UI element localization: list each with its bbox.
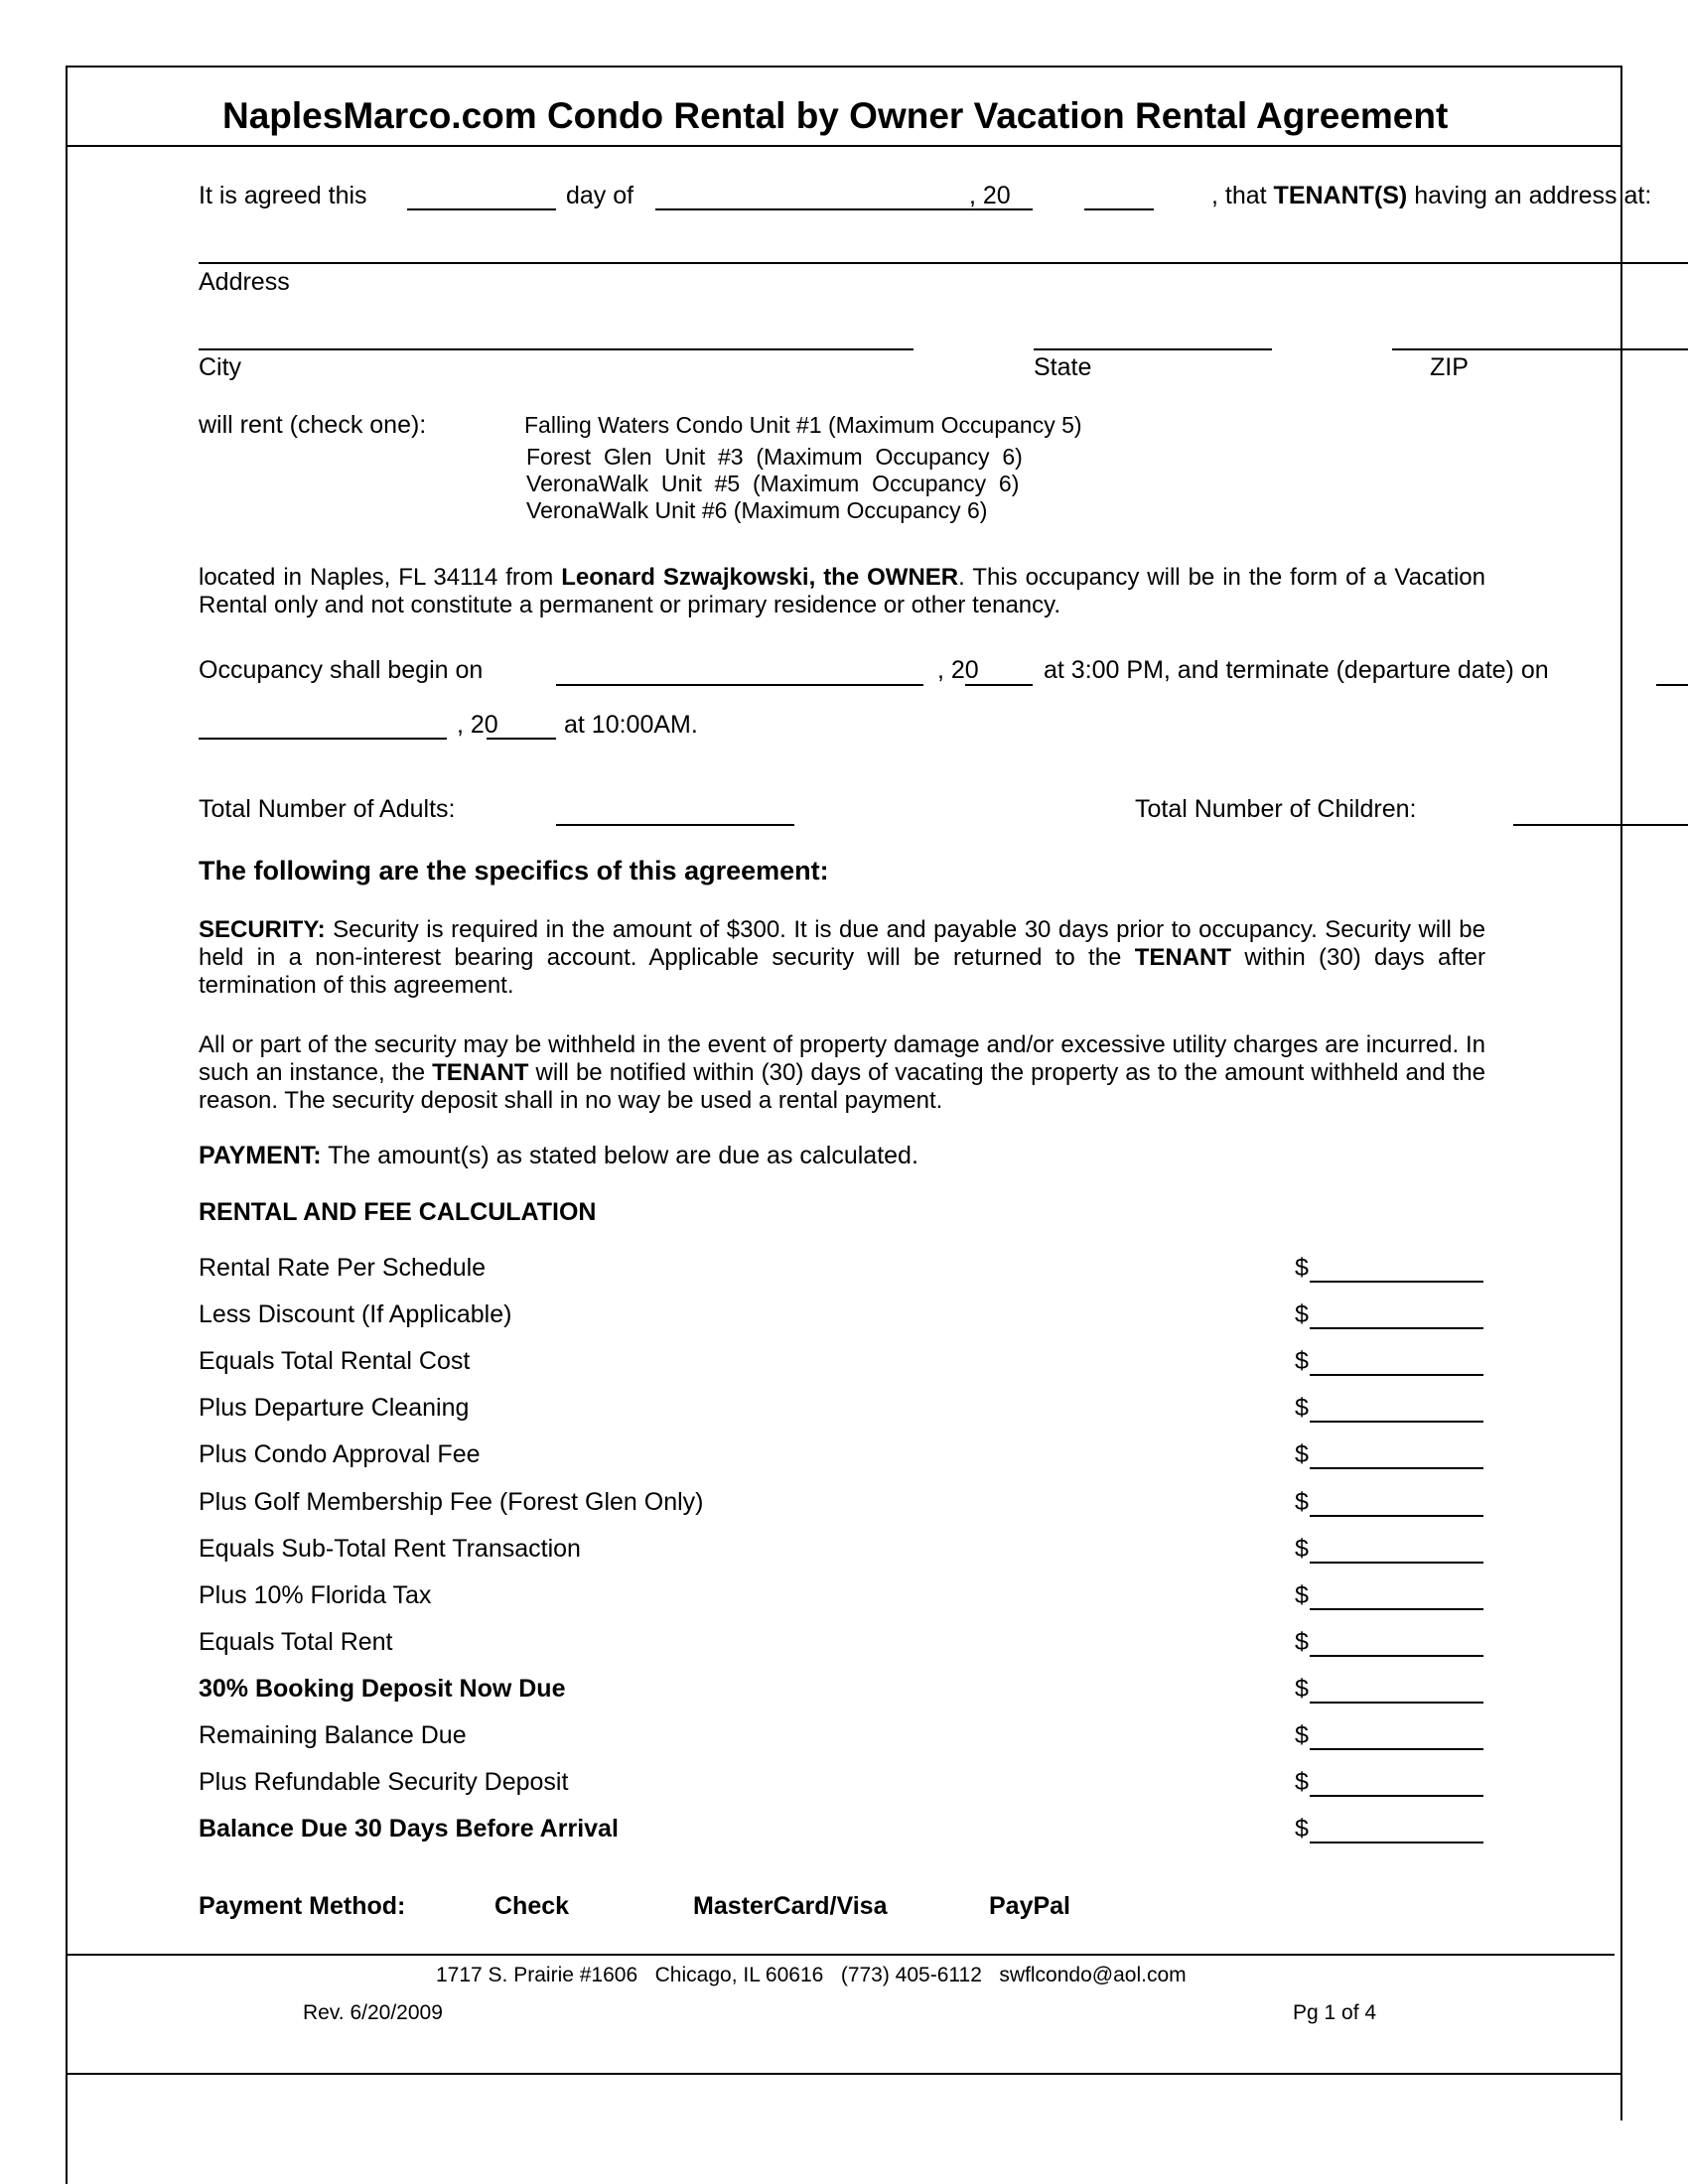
departure-year-prefix: , 20 [457,711,498,739]
fee-amount-field[interactable] [1310,1327,1483,1329]
day-of-label: day of [566,182,634,209]
fee-label: Equals Total Rent [199,1628,393,1656]
located-paragraph: located in Naples, FL 34114 from Leonard Szwajkowski, the OWNER. This occupancy will be in the form of a Vacation Rental only and not constitute a permanent or primary residence or other tenancy. [199,564,1485,618]
agreed-day-field[interactable] [407,208,556,210]
fee-currency-symbol: $ [1295,1815,1309,1843]
footer-page-number: Pg 1 of 4 [1293,2001,1377,2024]
fee-amount-field[interactable] [1310,1515,1483,1517]
departure-time-label: at 10:00AM. [564,711,698,739]
fee-currency-symbol: $ [1295,1768,1309,1796]
zip-label: ZIP [1430,353,1469,381]
payment-option-check[interactable]: Check [494,1892,570,1920]
fee-currency-symbol: $ [1295,1347,1309,1375]
adults-label: Total Number of Adults: [199,795,456,823]
address-label: Address [199,268,290,296]
unit-option-veronawalk-6[interactable]: VeronaWalk Unit #6 (Maximum Occupancy 6) [526,497,988,523]
departure-year-field[interactable] [487,738,556,740]
frame-left-border [66,66,68,2184]
fee-label: Remaining Balance Due [199,1721,467,1749]
footer-contact: 1717 S. Prairie #1606 Chicago, IL 60616 (773) 405-6112 swflcondo@aol.com [436,1964,1187,1986]
specifics-heading: The following are the specifics of this agreement: [199,856,829,886]
occupancy-terminate-label: at 3:00 PM, and terminate (departure date) on [1044,656,1549,684]
fee-amount-field[interactable] [1310,1281,1483,1283]
agreed-label: It is agreed this [199,182,367,209]
state-field[interactable] [1034,348,1272,350]
occupancy-begin-date-field[interactable] [556,684,923,686]
fee-label: Rental Rate Per Schedule [199,1254,487,1282]
withheld-paragraph: All or part of the security may be withheld in the event of property damage and/or excessive utility charges are incurred. In such an instance, the TENANT will be notified within (30) days of vacating the property as to the amount withheld and the reason. The security deposit shall in no way be used a rental payment. [199,1031,1486,1114]
occupancy-begin-year-prefix: , 20 [937,656,979,684]
zip-field[interactable] [1392,348,1688,350]
fee-amount-field[interactable] [1310,1842,1483,1843]
fee-amount-field[interactable] [1310,1795,1483,1797]
will-rent-label: will rent (check one): [199,411,427,439]
unit-option-forest-glen[interactable]: Forest Glen Unit #3 (Maximum Occupancy 6) [526,444,1023,470]
title-divider [66,145,1620,147]
fee-label: Equals Total Rental Cost [199,1347,471,1375]
agreed-year-field[interactable] [1084,208,1154,210]
fee-label: Equals Sub-Total Rent Transaction [199,1535,581,1563]
fee-currency-symbol: $ [1295,1675,1309,1703]
frame-right-border [1620,66,1622,2120]
payment-statement: PAYMENT: The amount(s) as stated below are due as calculated. [199,1142,918,1169]
fee-currency-symbol: $ [1295,1488,1309,1516]
payment-method-label: Payment Method: [199,1892,406,1920]
fee-currency-symbol: $ [1295,1254,1309,1282]
fee-amount-field[interactable] [1310,1748,1483,1750]
fee-amount-field[interactable] [1310,1702,1483,1704]
agreed-year-prefix: , 20 [969,182,1011,209]
fee-currency-symbol: $ [1295,1440,1309,1468]
frame-bottom-border [66,2073,1620,2075]
fee-label: Plus Refundable Security Deposit [199,1768,569,1796]
children-label: Total Number of Children: [1135,795,1417,823]
fee-amount-field[interactable] [1310,1467,1483,1469]
children-field[interactable] [1513,824,1688,826]
occupancy-begin-year-field[interactable] [965,684,1033,686]
unit-option-veronawalk-5[interactable]: VeronaWalk Unit #5 (Maximum Occupancy 6) [526,471,1020,496]
fee-label: 30% Booking Deposit Now Due [199,1675,566,1703]
fee-label: Balance Due 30 Days Before Arrival [199,1815,619,1843]
fee-currency-symbol: $ [1295,1535,1309,1563]
fee-label: Plus 10% Florida Tax [199,1581,432,1609]
footer-divider [66,1954,1615,1956]
footer-revision: Rev. 6/20/2009 [303,2001,443,2024]
fee-amount-field[interactable] [1310,1655,1483,1657]
unit-option-falling-waters[interactable]: Falling Waters Condo Unit #1 (Maximum Occupancy 5) [524,412,1082,438]
fee-currency-symbol: $ [1295,1721,1309,1749]
payment-option-paypal[interactable]: PayPal [989,1892,1071,1920]
fee-label: Less Discount (If Applicable) [199,1300,512,1328]
fee-label: Plus Departure Cleaning [199,1394,470,1422]
fee-label: Plus Golf Membership Fee (Forest Glen Only) [199,1488,704,1516]
tenant-address-label: , that TENANT(S) having an address at: [1211,182,1652,209]
state-label: State [1034,353,1092,381]
calc-heading: RENTAL AND FEE CALCULATION [199,1198,597,1226]
address-field[interactable] [199,262,1688,264]
fee-currency-symbol: $ [1295,1581,1309,1609]
payment-option-card[interactable]: MasterCard/Visa [693,1892,888,1920]
departure-date-field[interactable] [199,738,447,740]
city-label: City [199,353,242,381]
fee-amount-field[interactable] [1310,1562,1483,1564]
fee-label: Plus Condo Approval Fee [199,1440,481,1468]
security-paragraph: SECURITY: Security is required in the amount of $300. It is due and payable 30 days prior to occupancy. Security will be held in a non-interest bearing account. Applicable security will be returned to the TENANT within (30) days after termination of this agreement. [199,916,1485,999]
frame-top-border [66,66,1620,68]
fee-currency-symbol: $ [1295,1628,1309,1656]
fee-amount-field[interactable] [1310,1374,1483,1376]
departure-date-field-start[interactable] [1656,684,1688,686]
document-title: NaplesMarco.com Condo Rental by Owner Vacation Rental Agreement [222,95,1449,136]
fee-amount-field[interactable] [1310,1608,1483,1610]
city-field[interactable] [199,348,914,350]
fee-currency-symbol: $ [1295,1394,1309,1422]
adults-field[interactable] [556,824,794,826]
occupancy-begin-label: Occupancy shall begin on [199,656,484,684]
fee-currency-symbol: $ [1295,1300,1309,1328]
fee-amount-field[interactable] [1310,1421,1483,1423]
